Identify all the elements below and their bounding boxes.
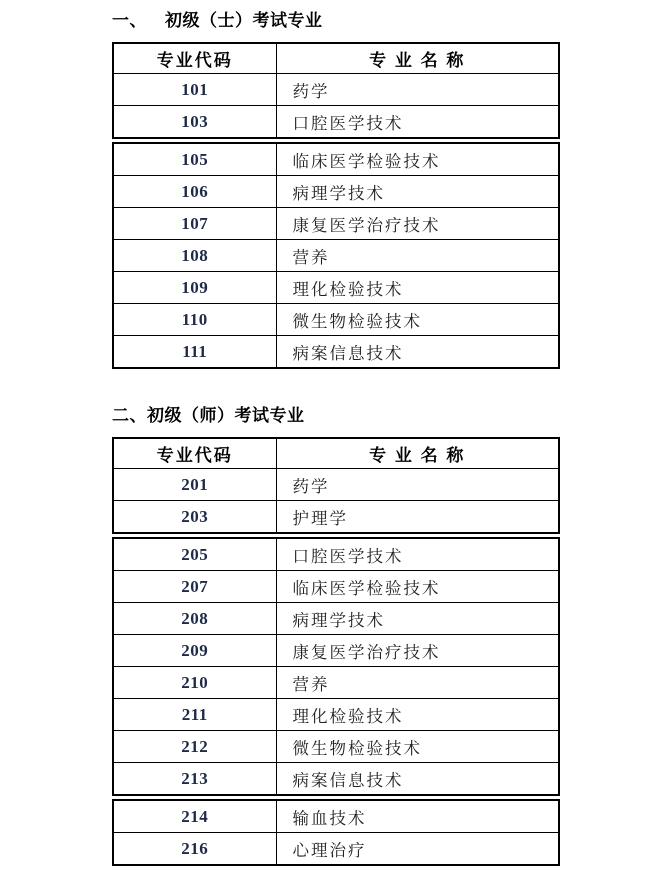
major-code-cell: 109 <box>113 272 276 304</box>
major-code-cell: 212 <box>113 731 276 763</box>
heading-number: 一、 <box>112 11 147 30</box>
table-row <box>113 501 559 534</box>
table-row <box>113 800 559 833</box>
table-row <box>113 635 559 667</box>
major-name-cell: 口腔医学技术 <box>276 106 559 139</box>
major-code-cell: 213 <box>113 763 276 796</box>
major-name-cell: 营养 <box>276 240 559 272</box>
table-row <box>113 571 559 603</box>
section-exam-level-2 <box>112 405 560 866</box>
major-code-cell: 107 <box>113 208 276 240</box>
section-exam-level-1 <box>112 10 560 369</box>
major-code-cell: 214 <box>113 800 276 833</box>
major-name-cell: 药学 <box>276 74 559 106</box>
table-row <box>113 833 559 866</box>
section-heading <box>112 10 560 31</box>
column-header-name: 专 业 名 称 <box>276 438 559 469</box>
table-row <box>113 667 559 699</box>
heading-number: 二、 <box>112 406 147 425</box>
major-name-cell: 药学 <box>276 469 559 501</box>
table-row <box>113 731 559 763</box>
column-header-name: 专 业 名 称 <box>276 43 559 74</box>
major-code-cell: 108 <box>113 240 276 272</box>
table-segment <box>112 537 560 796</box>
table-row <box>113 336 559 369</box>
table-segment <box>112 42 560 139</box>
table-row <box>113 106 559 139</box>
major-code-cell: 207 <box>113 571 276 603</box>
major-name-cell: 微生物检验技术 <box>276 304 559 336</box>
major-name-cell: 口腔医学技术 <box>276 538 559 571</box>
table-header-row <box>113 43 559 74</box>
major-code-cell: 211 <box>113 699 276 731</box>
table-row <box>113 763 559 796</box>
majors-table-level-1 <box>112 42 560 369</box>
major-code-cell: 201 <box>113 469 276 501</box>
major-name-cell: 康复医学治疗技术 <box>276 208 559 240</box>
table-row <box>113 208 559 240</box>
major-code-cell: 210 <box>113 667 276 699</box>
heading-text: 初级（师）考试专业 <box>147 406 305 425</box>
majors-table-level-2 <box>112 437 560 866</box>
table-row <box>113 304 559 336</box>
major-name-cell: 病案信息技术 <box>276 763 559 796</box>
column-header-code: 专业代码 <box>113 438 276 469</box>
major-name-cell: 理化检验技术 <box>276 272 559 304</box>
major-name-cell: 病理学技术 <box>276 176 559 208</box>
heading-text: 初级（士）考试专业 <box>165 11 323 30</box>
column-header-code: 专业代码 <box>113 43 276 74</box>
major-code-cell: 209 <box>113 635 276 667</box>
table-segment <box>112 142 560 369</box>
major-code-cell: 203 <box>113 501 276 534</box>
major-name-cell: 病理学技术 <box>276 603 559 635</box>
major-name-cell: 临床医学检验技术 <box>276 143 559 176</box>
major-code-cell: 216 <box>113 833 276 866</box>
table-row <box>113 272 559 304</box>
major-code-cell: 110 <box>113 304 276 336</box>
table-row <box>113 538 559 571</box>
major-name-cell: 临床医学检验技术 <box>276 571 559 603</box>
major-name-cell: 微生物检验技术 <box>276 731 559 763</box>
table-header-row <box>113 438 559 469</box>
major-name-cell: 心理治疗 <box>276 833 559 866</box>
major-name-cell: 病案信息技术 <box>276 336 559 369</box>
table-row <box>113 240 559 272</box>
major-code-cell: 103 <box>113 106 276 139</box>
major-code-cell: 205 <box>113 538 276 571</box>
major-name-cell: 营养 <box>276 667 559 699</box>
table-row <box>113 176 559 208</box>
major-code-cell: 111 <box>113 336 276 369</box>
table-segment <box>112 437 560 534</box>
table-row <box>113 469 559 501</box>
major-name-cell: 理化检验技术 <box>276 699 559 731</box>
major-name-cell: 输血技术 <box>276 800 559 833</box>
table-segment <box>112 799 560 866</box>
major-code-cell: 106 <box>113 176 276 208</box>
section-heading <box>112 405 560 426</box>
table-row <box>113 74 559 106</box>
major-code-cell: 105 <box>113 143 276 176</box>
table-row <box>113 699 559 731</box>
table-row <box>113 143 559 176</box>
major-code-cell: 101 <box>113 74 276 106</box>
major-code-cell: 208 <box>113 603 276 635</box>
major-name-cell: 护理学 <box>276 501 559 534</box>
major-name-cell: 康复医学治疗技术 <box>276 635 559 667</box>
table-row <box>113 603 559 635</box>
